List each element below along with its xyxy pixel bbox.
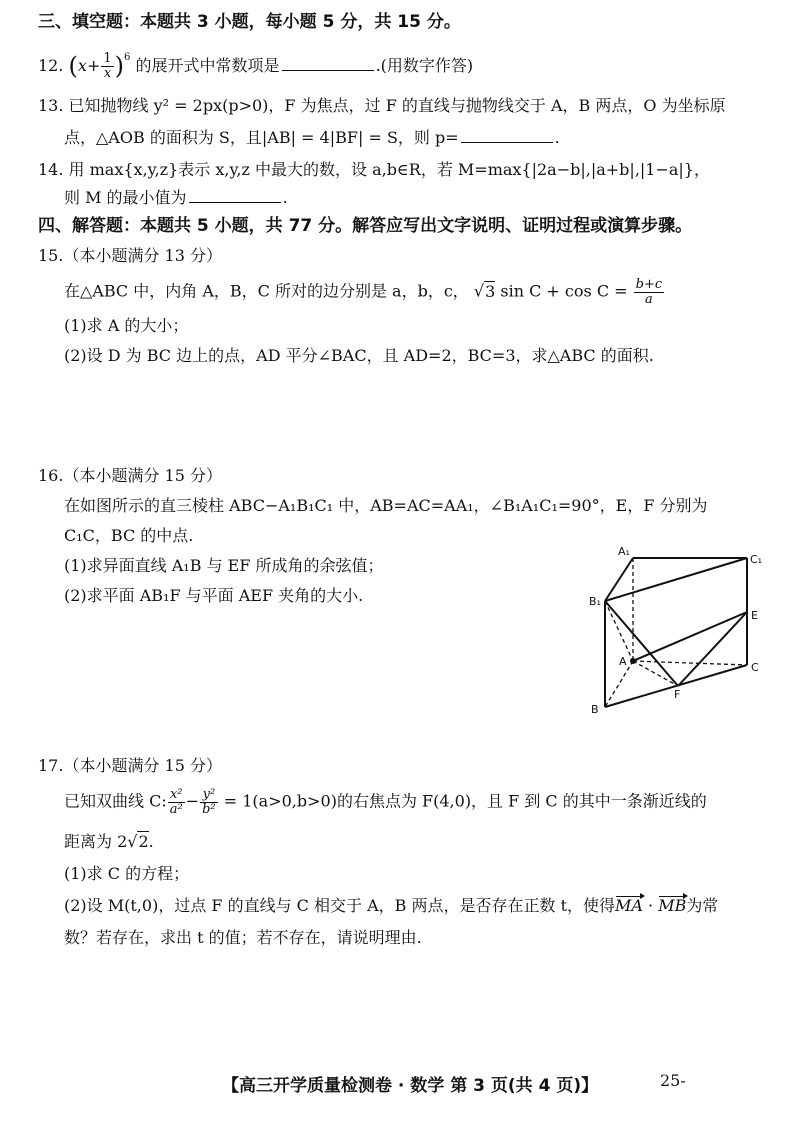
edge-af-hidden [633,661,678,686]
section-4-heading: 四、解答题：本题共 5 小题，共 77 分。解答应写出文字说明、证明过程或演算步骤。 [38,216,693,236]
question-16-part-2: (2)求平面 AB₁F 与平面 AEF 夹角的大小. [64,586,364,605]
vector-mb: MB [658,896,687,915]
edge-b1c1 [605,558,747,601]
question-15-stem-tail: sin C + cos C = [495,281,633,301]
question-14-line1: 用 max{x,y,z}表示 x,y,z 中最大的数，设 a,b∈R，若 M=max{|2a−b|,|a+b|,|1−a|}， [68,160,710,179]
label-c1: C₁ [750,553,763,566]
question-12-text: 的展开式中常数项是 [135,56,280,75]
label-e: E [751,609,758,622]
question-17-part-2-tail: 为常 [686,896,719,915]
question-14-line2: 则 M 的最小值为 [64,188,187,207]
fraction-x2-a2: $\frac{\text{x²}}{\text{a²}}$ [169,787,183,817]
question-17-line2-text: 距离为 2 [64,832,128,851]
edge-b1f [605,601,678,686]
question-12 [38,52,473,81]
label-a1: A₁ [618,545,630,558]
answer-blank-13[interactable] [461,128,553,143]
question-14-tail: . [282,188,288,207]
question-15-header: 15.（本小题满分 13 分） [38,246,222,265]
question-13-number: 13. [38,96,64,115]
question-13-line2: 点，△AOB 的面积为 S，且|AB| = 4|BF| = S，则 p= [64,128,459,147]
question-17-header: 17.（本小题满分 15 分） [38,756,222,775]
section-3-heading: 三、填空题：本题共 3 小题，每小题 5 分，共 15 分。 [38,12,461,32]
question-17-line2-tail: . [148,832,154,851]
question-13 [38,96,726,115]
label-a: A [619,655,627,668]
question-17-line1: 已知双曲线 C: $\frac{\text{x²}}{\text{a²}}$ − $\frac{\text{y²}}{\text{b²}}$ = 1(a>0,b>0)的右焦点为 F(4,0)，且 F 到 C 的其中一条渐近线的 [64,787,707,817]
question-13-line2-row [64,128,560,147]
question-16-line1: 在如图所示的直三棱柱 ABC−A₁B₁C₁ 中，AB=AC=AA₁，∠B₁A₁C₁=90°，E，F 分别为 [64,496,708,515]
edge-ac-hidden [633,661,747,665]
question-16-part-1: (1)求异面直线 A₁B 与 EF 所成角的余弦值； [64,556,384,575]
question-15-part-2: (2)设 D 为 BC 边上的点，AD 平分∠BAC，且 AD=2，BC=3，求△ABC 的面积. [64,346,654,365]
question-12-formula: (x+ $\frac{1}{x}$ )$^6$ [68,51,131,81]
edge-b1a-hidden [605,601,633,661]
question-12-number: 12. [38,56,64,75]
question-16-line2: C₁C，BC 的中点. [64,526,194,545]
answer-blank-14[interactable] [189,188,281,203]
vector-ma: MA [615,896,643,915]
label-c: C [751,661,759,674]
question-15-stem-text: 在△ABC 中，内角 A，B，C 所对的边分别是 a，b，c， [64,281,469,301]
question-17-line1b: = 1(a>0,b>0)的右焦点为 F(4,0)，且 F 到 C 的其中一条渐近线的 [218,791,707,811]
question-17-part-2-cont: 数？若存在，求出 t 的值；若不存在，请说明理由. [64,928,422,947]
question-15-part-1: (1)求 A 的大小； [64,316,189,335]
question-15-sqrt3: √3 [473,281,496,301]
question-17-part-2 [64,896,718,915]
question-17-part-2-text: (2)设 M(t,0)，过点 F 的直线与 C 相交于 A，B 两点，是否存在正数 t，使得 [64,896,616,915]
answer-blank-12[interactable] [282,56,374,71]
question-15-fraction: $\frac{b+c}{a}$ [635,277,663,307]
question-14 [38,160,710,179]
question-17-line2: 距离为 2√2. [64,832,154,851]
label-b: B [591,703,599,715]
question-15-stem [64,278,665,306]
question-14-number: 14. [38,160,64,179]
edge-ae [633,612,747,661]
question-16-header: 16.（本小题满分 15 分） [38,466,222,485]
question-17-line1a: 已知双曲线 C: [64,791,167,811]
page-code: 25- [660,1071,686,1090]
prism-figure [585,543,775,715]
fraction-y2-b2: $\frac{\text{y²}}{\text{b²}}$ [202,787,216,817]
question-17-part-1: (1)求 C 的方程； [64,864,190,883]
label-b1: B₁ [589,595,601,608]
question-17-sqrt: 2 [138,832,149,851]
dot-operator: · [642,896,659,915]
question-12-tail: .(用数字作答) [375,56,474,75]
question-13-line1: 已知抛物线 y² = 2px(p>0)，F 为焦点，过 F 的直线与抛物线交于 A，B 两点，O 为坐标原 [68,96,726,115]
question-13-tail: . [554,128,560,147]
question-14-line2-row [64,188,288,207]
label-f: F [674,688,681,701]
page-footer: 【高三开学质量检测卷 · 数学 第 3 页(共 4 页)】 [222,1076,599,1096]
point-a [630,658,636,664]
